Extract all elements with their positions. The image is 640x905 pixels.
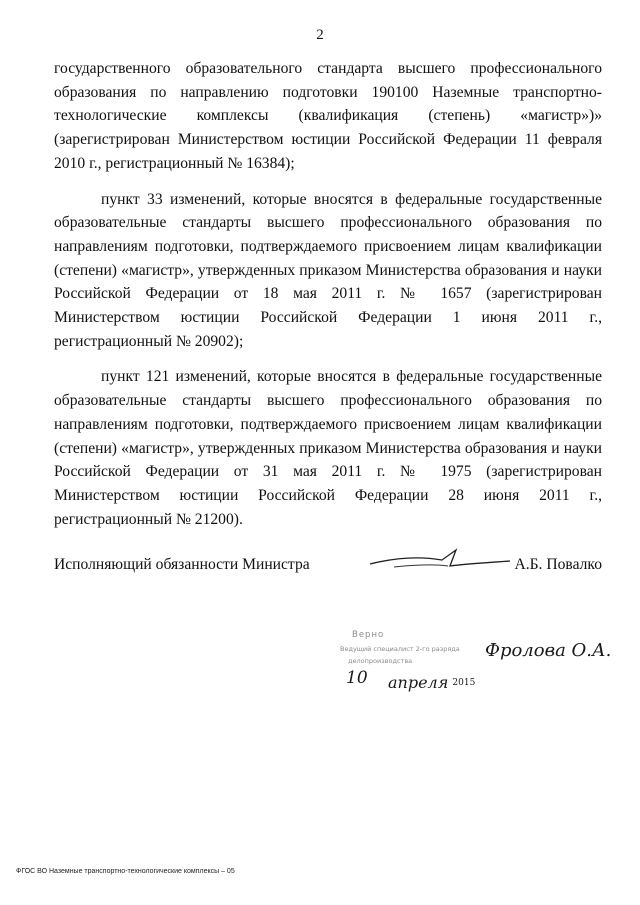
- signature-block: [54, 556, 602, 586]
- page-number: 2: [316, 27, 324, 43]
- stamp-handwritten-month: апреля: [388, 673, 449, 692]
- paragraph-item-33: пункт 33 изменений, которые вносятся в федеральные государственные образовательные стандарты высшего профессионального образования по направлениям подготовки, подтверждаемого присвоением лицам квалификации (степени) «магистр», утвержденных приказом Министерства образования и науки Российской Федерации от 18 мая 2011 г. № 1657 (зарегистрирован Министерством юстиции Российской Федерации 1 июня 2011 г., регистрационный № 20902);: [54, 190, 602, 350]
- certification-stamp: [340, 630, 620, 710]
- paragraph-continuation: государственного образовательного стандарта высшего профессионального образования по направлению подготовки 190100 Наземные транспортно-технологические комплексы (квалификация (степень) «магистр»)» (зарегистрирован Министерством юстиции Российской Федерации 11 февраля 2010 г., регистрационный № 16384);: [54, 60, 602, 172]
- signature-scribble: [364, 544, 514, 580]
- stamp-year: 2015: [452, 677, 476, 688]
- signatory-name: А.Б. Повалко: [514, 556, 602, 573]
- stamp-line-verno: Верно: [352, 630, 385, 640]
- stamp-line-department: делопроизводства: [348, 657, 413, 665]
- stamp-date-line: [388, 673, 477, 692]
- stamp-handwritten-name: Фролова О.А.: [485, 640, 612, 661]
- document-body: [54, 57, 602, 531]
- page-footer: ФГОС ВО Наземные транспортно-технологические комплексы – 05: [16, 868, 235, 875]
- signatory-title: Исполняющий обязанности Министра: [54, 556, 310, 573]
- stamp-line-position: Ведущий специалист 2-го разряда: [340, 645, 460, 653]
- paragraph-item-121: пункт 121 изменений, которые вносятся в федеральные государственные образовательные стандарты высшего профессионального образования по направлениям подготовки, подтверждаемого присвоением лицам квалификации (степени) «магистр», утвержденных приказом Министерства образования и науки Российской Федерации от 31 мая 2011 г. № 1975 (зарегистрирован Министерством юстиции Российской Федерации 28 июня 2011 г., регистрационный № 21200).: [54, 368, 602, 528]
- stamp-handwritten-day: 10: [346, 668, 368, 688]
